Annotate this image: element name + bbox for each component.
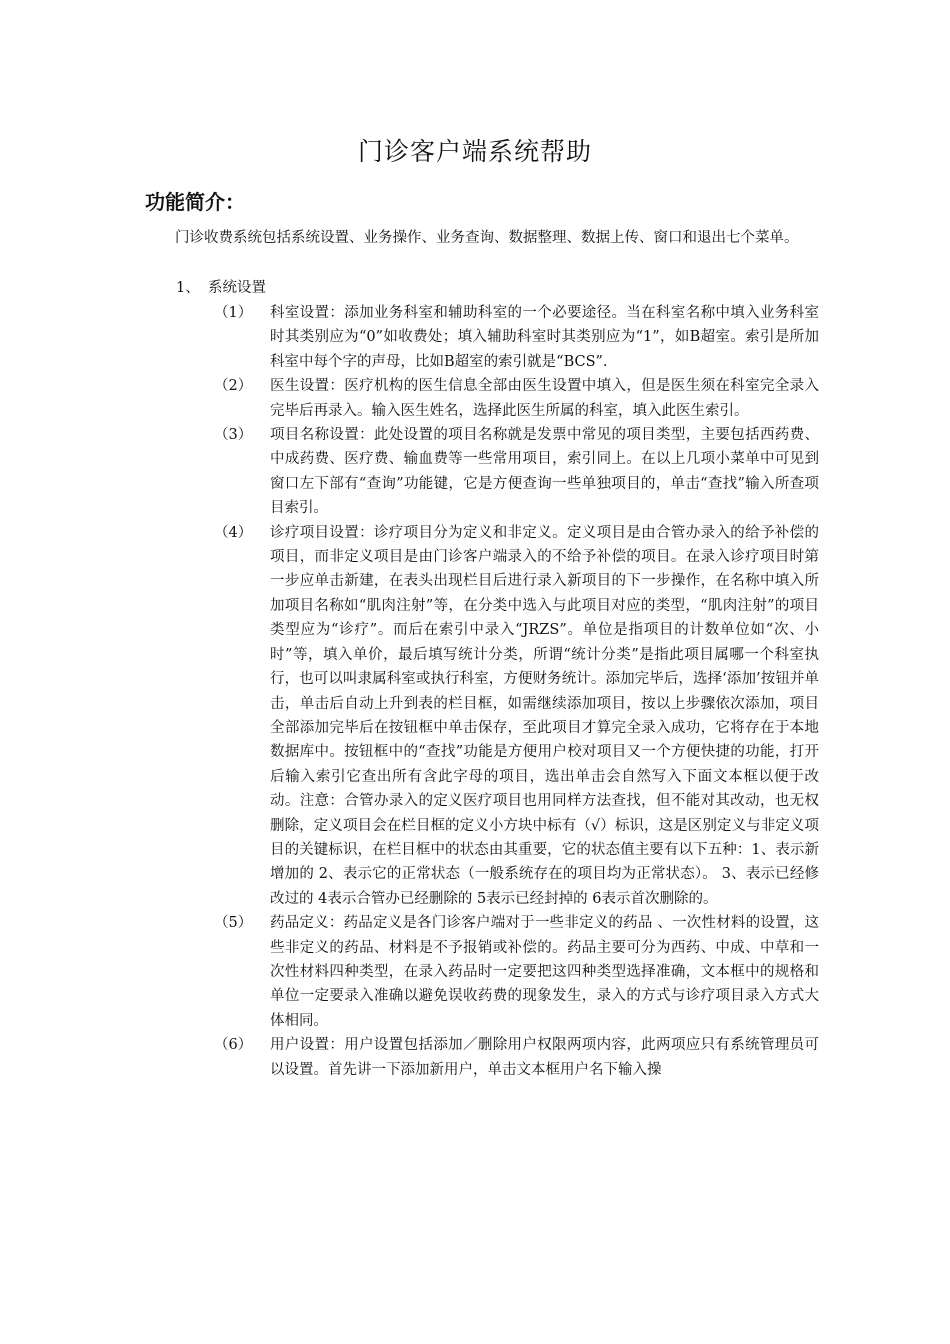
item-number: （5）	[214, 915, 253, 932]
item-text: 诊疗项目设置：诊疗项目分为定义和非定义。定义项目是由合管办录入的给予补偿的项目，而非定义项目是由门诊客户端录入的不给予补偿的项目。在录入诊疗项目时第一步应单击新建，在表头出现栏目后进行录入新项目的下一步操作，在名称中填入所加项目名称如“肌肉注射”等，在分类中选入与此项目对应的类型，“肌肉注射”的项目类型应为“诊疗”。而后在索引中录入“JRZS”。单位是指项目的计数单位如“次、小时”等，填入单价，最后填写统计分类，所谓“统计分类”是指此项目属哪一个科室执行，也可以叫隶属科室或执行科室，方便财务统计。添加完毕后，选择‘添加’按钮并单击，单击后自动上升到表的栏目框，如需继续添加项目，按以上步骤依次添加，项目全部添加完毕后在按钮框中单击保存，至此项目才算完全录入成功，它将存在于本地数据库中。按钮框中的“查找”功能是方便用户校对项目又一个方便快捷的功能，打开后输入索引它查出所有含此字母的项目，选出单击会自然写入下面文本框以便于改动。注意：合管办录入的定义医疗项目也用同样方法查找，但不能对其改动，也无权删除，定义项目会在栏目框的定义小方块中标有（√）标识，这是区别定义与非定义项目的关键标识，在栏目框中的状态由其重要，它的状态值主要有以下五种：1、表示新增加的 2、表示它的正常状态（一般系统存在的项目均为正常状态）。 3、表示已经修改过的 4表示合管办已经删除的 5表示已经封掉的 6表示首次删除的。	[270, 524, 819, 907]
list-item-department-setup	[214, 301, 819, 374]
item-text: 药品定义：药品定义是各门诊客户端对于一些非定义的药品 、一次性材料的设置，这些非定义的药品、材料是不予报销或补偿的。药品主要可分为西药、中成、中草和一次性材料四种类型，在录入药品时一定要把这四种类型选择准确，文本框中的规格和单位一定要录入准确以避免误收药费的现象发生，录入的方式与诊疗项目录入方式大体相同。	[270, 915, 819, 1029]
subsection-number: 1、	[176, 280, 200, 296]
item-number: （4）	[214, 524, 253, 541]
section-heading: 功能简介：	[145, 190, 245, 214]
document-title: 门诊客户端系统帮助	[357, 137, 592, 166]
item-number: （1）	[214, 305, 253, 321]
item-number: （6）	[214, 1037, 253, 1054]
list-item-drug-definition	[214, 911, 819, 1033]
intro-paragraph: 门诊收费系统包括系统设置、业务操作、业务查询、数据整理、数据上传、窗口和退出七个菜单。	[175, 230, 799, 246]
item-number: （2）	[214, 378, 253, 395]
item-text: 医生设置：医疗机构的医生信息全部由医生设置中填入，但是医生须在科室完全录入完毕后再录入。输入医生姓名，选择此医生所属的科室，填入此医生索引。	[270, 378, 819, 419]
item-list	[214, 301, 819, 1082]
list-item-treatment-item-setup	[214, 521, 819, 912]
item-number: （3）	[214, 427, 253, 444]
list-item-user-setup	[214, 1033, 819, 1082]
list-item-doctor-setup	[214, 374, 819, 423]
subsection-label: 系统设置	[208, 280, 266, 296]
item-text: 用户设置：用户设置包括添加／删除用户权限两项内容，此两项应只有系统管理员可以设置。首先讲一下添加新用户，单击文本框用户名下输入操	[270, 1037, 819, 1078]
item-text: 项目名称设置：此处设置的项目名称就是发票中常见的项目类型，主要包括西药费、中成药费、医疗费、输血费等一些常用项目，索引同上。在以上几项小菜单中可见到窗口左下部有“查询”功能键，它是方便查询一些单独项目的，单击“查找”输入所查项目索引。	[270, 427, 819, 517]
item-text: 科室设置：添加业务科室和辅助科室的一个必要途径。当在科室名称中填入业务科室时其类别应为“0”如收费处；填入辅助科室时其类别应为“1”，如B超室。索引是所加科室中每个字的声母，比如B超室的索引就是“BCS”.	[270, 305, 819, 370]
list-item-item-name-setup	[214, 423, 819, 521]
subsection-heading	[176, 276, 266, 300]
